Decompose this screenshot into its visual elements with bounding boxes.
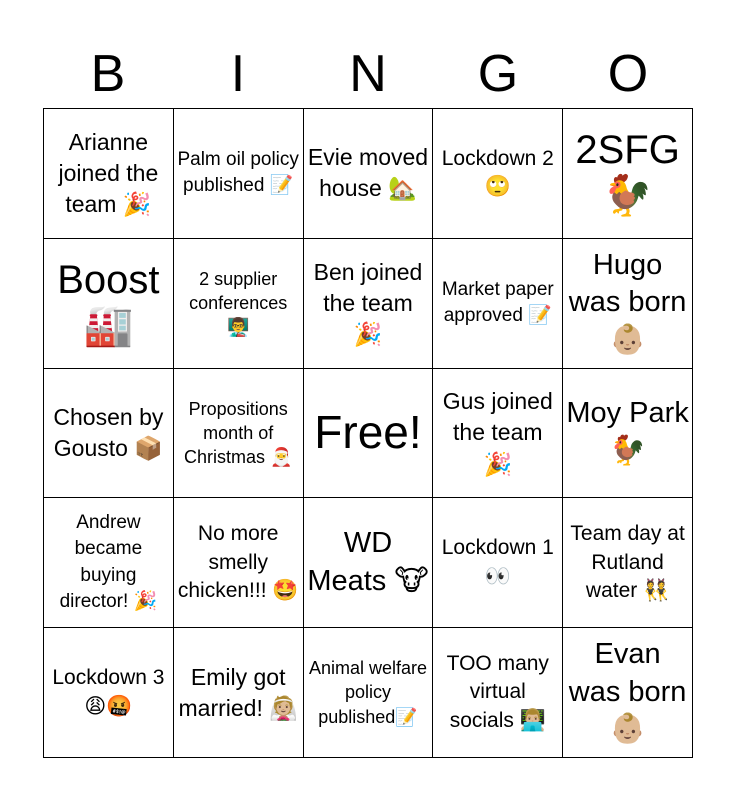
bingo-cell[interactable] xyxy=(563,498,693,628)
cell-text: No more smelly chicken!!! 🤩 xyxy=(177,522,299,602)
cell-text: Arianne joined the team 🎉 xyxy=(58,128,159,217)
bingo-cell[interactable] xyxy=(44,628,174,758)
cell-text: Animal welfare policy published📝 xyxy=(308,658,428,727)
bingo-cell[interactable] xyxy=(44,498,174,628)
bingo-cell[interactable] xyxy=(563,369,693,499)
bingo-cell[interactable] xyxy=(304,498,434,628)
cell-text: Moy Park🐓 xyxy=(566,397,689,467)
bingo-cell[interactable] xyxy=(174,498,304,628)
bingo-cell[interactable] xyxy=(433,109,563,239)
bingo-cell[interactable] xyxy=(304,109,434,239)
cell-text: Boost 🏭 xyxy=(57,258,160,349)
header-letter-i: I xyxy=(230,45,246,103)
cell-text: TOO many virtual socials 👨🏼‍💻 xyxy=(446,652,549,732)
bingo-cell[interactable] xyxy=(304,628,434,758)
cell-text: Emily got married! 👰🏼 xyxy=(178,663,298,721)
bingo-cell[interactable] xyxy=(433,628,563,758)
bingo-board xyxy=(43,108,693,758)
cell-text: Chosen by Gousto 📦 xyxy=(53,403,164,461)
header-letter-n: N xyxy=(349,45,387,103)
free-space[interactable] xyxy=(304,369,434,499)
bingo-cell[interactable] xyxy=(44,239,174,369)
cell-text: 2SFG 🐓 xyxy=(575,128,680,219)
bingo-cell[interactable] xyxy=(433,498,563,628)
bingo-cell[interactable] xyxy=(174,109,304,239)
bingo-header xyxy=(43,40,693,108)
cell-text: Propositions month of Christmas 🎅 xyxy=(183,398,293,468)
cell-text: Evie moved house 🏡 xyxy=(307,144,429,202)
header-letter-b: B xyxy=(90,45,126,103)
cell-text: 2 supplier conferences 👨‍🏫 xyxy=(189,268,288,338)
bingo-cell[interactable] xyxy=(174,628,304,758)
cell-text: Hugo was born 👶🏼 xyxy=(568,248,687,357)
bingo-cell[interactable] xyxy=(433,369,563,499)
cell-text: Market paper approved 📝 xyxy=(441,278,554,327)
bingo-cell[interactable] xyxy=(433,239,563,369)
bingo-cell[interactable] xyxy=(44,109,174,239)
cell-text: Free! xyxy=(314,406,422,459)
cell-text: Ben joined the team 🎉 xyxy=(313,258,423,347)
cell-text: Palm oil policy published 📝 xyxy=(177,148,299,197)
cell-text: Andrew became buying director! 🎉 xyxy=(59,511,158,613)
header-letter-g: G xyxy=(477,45,519,103)
cell-text: Gus joined the team 🎉 xyxy=(442,388,553,477)
bingo-cell[interactable] xyxy=(174,369,304,499)
cell-text: WD Meats 🐮 xyxy=(307,527,429,597)
bingo-cell[interactable] xyxy=(563,239,693,369)
bingo-cell[interactable] xyxy=(174,239,304,369)
cell-text: Team day at Rutland water 👯 xyxy=(570,522,685,602)
cell-text: Lockdown 1 👀 xyxy=(441,536,554,588)
cell-text: Lockdown 2 🙄 xyxy=(441,147,554,199)
bingo-cell[interactable] xyxy=(44,369,174,499)
bingo-cell[interactable] xyxy=(563,109,693,239)
cell-text: Lockdown 3 😩🤬 xyxy=(52,666,165,718)
header-letter-o: O xyxy=(607,45,649,103)
cell-text: Evan was born 👶🏼 xyxy=(568,638,687,746)
bingo-cell[interactable] xyxy=(563,628,693,758)
bingo-cell[interactable] xyxy=(304,239,434,369)
